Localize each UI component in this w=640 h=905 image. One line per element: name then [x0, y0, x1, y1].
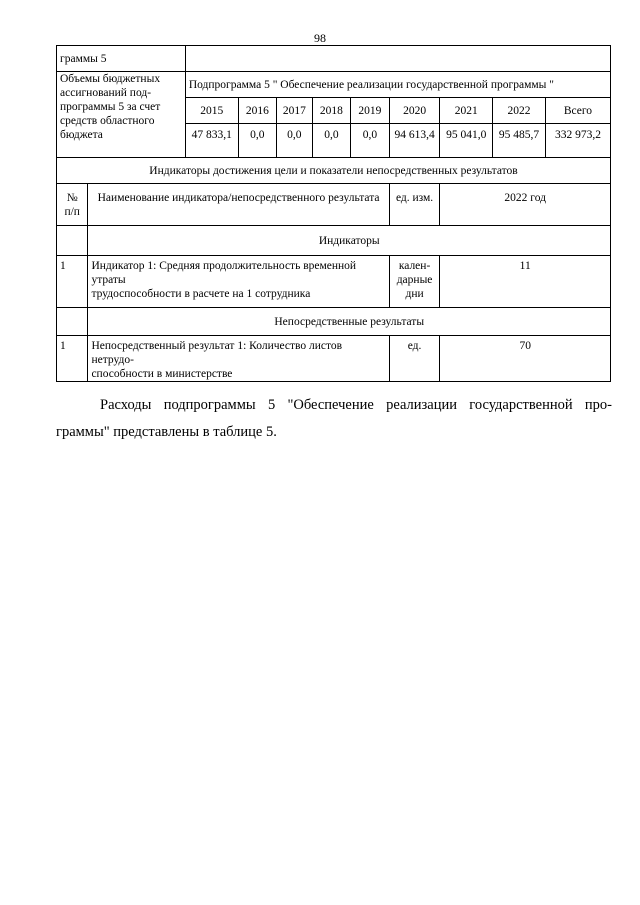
year-header: 2016 — [238, 98, 277, 124]
row-name-line: трудоспособности в расчете на 1 сотрудника — [91, 288, 311, 300]
row-number: 1 — [57, 256, 88, 308]
header-fragment-cell: граммы 5 — [57, 46, 186, 72]
body-paragraph — [56, 392, 612, 446]
program-title: Подпрограмма 5 " Обеспечение реализации государственной программы " — [185, 72, 610, 98]
row-unit-line: дни — [405, 288, 424, 300]
header-fragment-empty-cell — [185, 46, 610, 72]
year-header: 2019 — [351, 98, 390, 124]
year-header: 2020 — [389, 98, 440, 124]
col-year-header: 2022 год — [440, 184, 611, 226]
row-name — [88, 336, 389, 382]
budget-label-line: программы 5 за счет — [60, 101, 161, 113]
budget-value: 0,0 — [238, 124, 277, 158]
budget-label-line: ассигнований под- — [60, 87, 152, 99]
table-row — [57, 256, 611, 308]
row-value: 11 — [440, 256, 611, 308]
row-name-line: способности в министерстве — [91, 368, 233, 380]
year-header: 2017 — [277, 98, 313, 124]
budget-label-line: Объемы бюджетных — [60, 73, 161, 85]
budget-value: 95 041,0 — [440, 124, 493, 158]
row-unit-line: дарные — [396, 274, 433, 286]
year-header: 2015 — [185, 98, 238, 124]
year-header: 2022 — [493, 98, 546, 124]
budget-label-cell — [57, 72, 186, 158]
group-title-indicators: Индикаторы — [88, 226, 611, 256]
row-unit — [389, 256, 440, 308]
row-value: 70 — [440, 336, 611, 382]
col-unit-header: ед. изм. — [389, 184, 440, 226]
budget-value: 47 833,1 — [185, 124, 238, 158]
col-number-header — [57, 184, 88, 226]
col-number-line: п/п — [64, 206, 80, 218]
col-name-header: Наименование индикатора/непосредственного результата — [88, 184, 389, 226]
budget-label-line: бюджета — [60, 129, 103, 141]
row-unit: ед. — [389, 336, 440, 382]
row-name-line: Непосредственный результат 1: Количество листов нетрудо- — [91, 340, 343, 366]
budget-value: 0,0 — [312, 124, 351, 158]
budget-total-value: 332 973,2 — [545, 124, 610, 158]
budget-value: 0,0 — [277, 124, 313, 158]
group-title-empty-cell — [57, 308, 88, 336]
year-header: 2018 — [312, 98, 351, 124]
program-passport-table — [56, 45, 611, 382]
paragraph-line: граммы" представлены в таблице 5. — [56, 424, 277, 440]
budget-value: 0,0 — [351, 124, 390, 158]
total-header: Всего — [545, 98, 610, 124]
group-title-direct-results: Непосредственные результаты — [88, 308, 611, 336]
row-number: 1 — [57, 336, 88, 382]
table-row — [57, 336, 611, 382]
row-unit-line: кален- — [398, 260, 431, 272]
budget-value: 95 485,7 — [493, 124, 546, 158]
year-header: 2021 — [440, 98, 493, 124]
paragraph-line: Расходы подпрограммы 5 "Обеспечение реализации государственной про- — [100, 397, 612, 413]
row-name-line: Индикатор 1: Средняя продолжительность временной утраты — [91, 260, 357, 286]
budget-value: 94 613,4 — [389, 124, 440, 158]
row-name — [88, 256, 389, 308]
page-number: 98 — [314, 31, 326, 45]
budget-label-line: средств областного — [60, 115, 155, 127]
indicators-section-title: Индикаторы достижения цели и показатели непосредственных результатов — [57, 158, 611, 184]
group-title-empty-cell — [57, 226, 88, 256]
col-number-line: № — [66, 192, 78, 204]
